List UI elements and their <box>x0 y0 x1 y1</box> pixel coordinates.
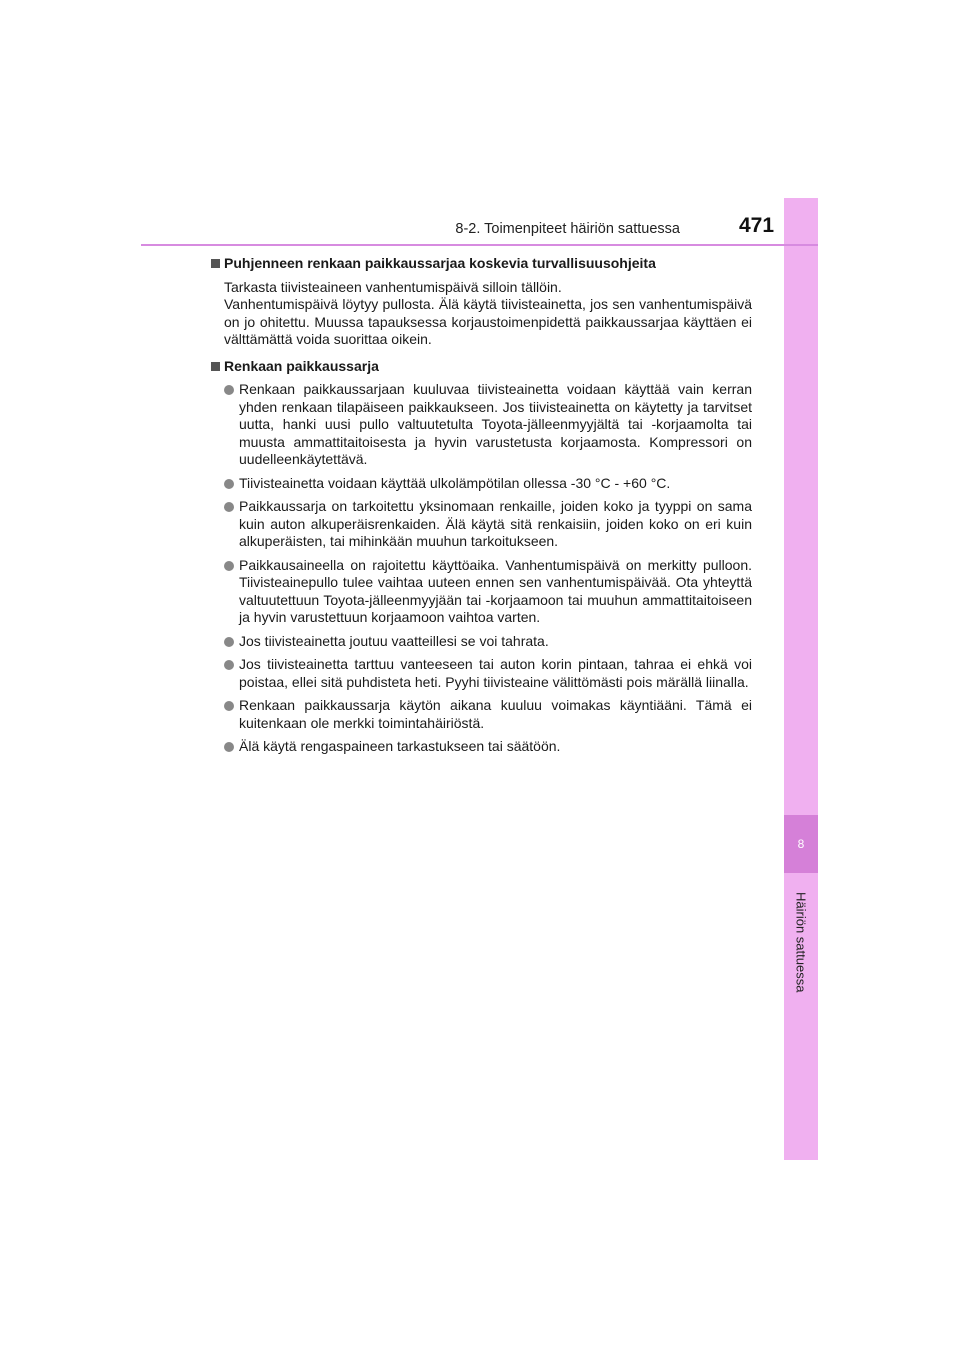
chapter-label-container <box>784 882 818 1002</box>
paragraph: Tarkasta tiivisteaineen vanhentumispäivä silloin tällöin. <box>224 278 562 295</box>
list-item-text: Paikkaussarja on tarkoitettu yksinomaan renkaille, joiden koko ja tyyppi on sama kuin auton alkuperäisrenkaiden. Älä käytä sitä renkaisiin, joiden koko on eri kuin alkuperäisten, tai mihinkään muuhun tarkoitukseen. <box>239 498 752 549</box>
section-heading <box>210 358 752 376</box>
list-item-text: Älä käytä rengaspaineen tarkastukseen tai säätöön. <box>239 738 561 754</box>
list-item <box>210 381 752 469</box>
circle-bullet-icon <box>224 385 234 395</box>
page-number: 471 <box>739 214 775 237</box>
chapter-label: Häiriön sattuessa <box>793 891 809 993</box>
list-item <box>210 738 752 756</box>
list-item <box>210 498 752 551</box>
paragraph: Vanhentumispäivä löytyy pullosta. Älä käytä tiivisteainetta, jos sen vanhentumispäivä on jo ohitettu. Muussa tapauksessa korjaustoimenpidettä paikkaussarjaa käyttäen ei välttämättä voida suorittaa oikein. <box>224 296 752 347</box>
page-content <box>210 255 752 762</box>
section-heading <box>210 255 752 273</box>
list-item <box>210 557 752 627</box>
circle-bullet-icon <box>224 561 234 571</box>
section-title: 8-2. Toimenpiteet häiriön sattuessa <box>455 221 680 237</box>
chapter-number-box <box>784 815 818 873</box>
section-heading-text: Renkaan paikkaussarja <box>224 357 379 374</box>
list-item-text: Jos tiivisteainetta tarttuu vanteeseen tai auton korin pintaan, tahraa ei ehkä voi poistaa, ellei sitä puhdisteta heti. Pyyhi tiivisteaine välittömästi pois märällä liinalla. <box>239 656 752 690</box>
circle-bullet-icon <box>224 660 234 670</box>
circle-bullet-icon <box>224 701 234 711</box>
circle-bullet-icon <box>224 479 234 489</box>
square-bullet-icon <box>211 259 220 268</box>
section-intro <box>224 279 752 349</box>
section-heading-text: Puhjenneen renkaan paikkaussarjaa koskevia turvallisuusohjeita <box>224 255 656 271</box>
chapter-number: 8 <box>797 837 805 851</box>
list-item <box>210 475 752 493</box>
circle-bullet-icon <box>224 637 234 647</box>
circle-bullet-icon <box>224 742 234 752</box>
list-item-text: Renkaan paikkaussarja käytön aikana kuuluu voimakas käyntiääni. Tämä ei kuitenkaan ole merkki toimintahäiriöstä. <box>239 697 752 731</box>
list-item <box>210 697 752 732</box>
list-item-text: Renkaan paikkaussarjaan kuuluvaa tiivisteainetta voidaan käyttää vain kerran yhden renkaan tilapäiseen paikkaukseen. Jos tiivisteainetta on käytetty ja tarvitset uutta, hanki uusi pullo valtuutetulta Toyota-jälleenmyyjältä tai -korjaamolta tai muusta ammattitaitoisesta ja hyvin varustetusta korjaamosta. Kompressori on uudelleenkäytettävä. <box>239 381 752 467</box>
list-item <box>210 633 752 651</box>
chapter-side-tab <box>784 198 818 1160</box>
header-divider <box>141 244 818 246</box>
list-item-text: Jos tiivisteainetta joutuu vaatteillesi se voi tahrata. <box>239 632 549 649</box>
list-item-text: Tiivisteainetta voidaan käyttää ulkolämpötilan ollessa -30 °C - +60 °C. <box>239 474 671 491</box>
list-item-text: Paikkausaineella on rajoitettu käyttöaika. Vanhentumispäivä on merkitty pulloon. Tiivisteainepullo tulee vaihtaa uuteen ennen sen vanhentumispäivää. Ota yhteyttä valtuutettuun Toyota-jälleenmyyjään tai -korjaamoon tai muuhun ammattitaitoiseen ja hyvin varustettuun korjaamoon vaihtoa varten. <box>239 556 752 625</box>
circle-bullet-icon <box>224 502 234 512</box>
list-item <box>210 656 752 691</box>
square-bullet-icon <box>211 362 220 371</box>
